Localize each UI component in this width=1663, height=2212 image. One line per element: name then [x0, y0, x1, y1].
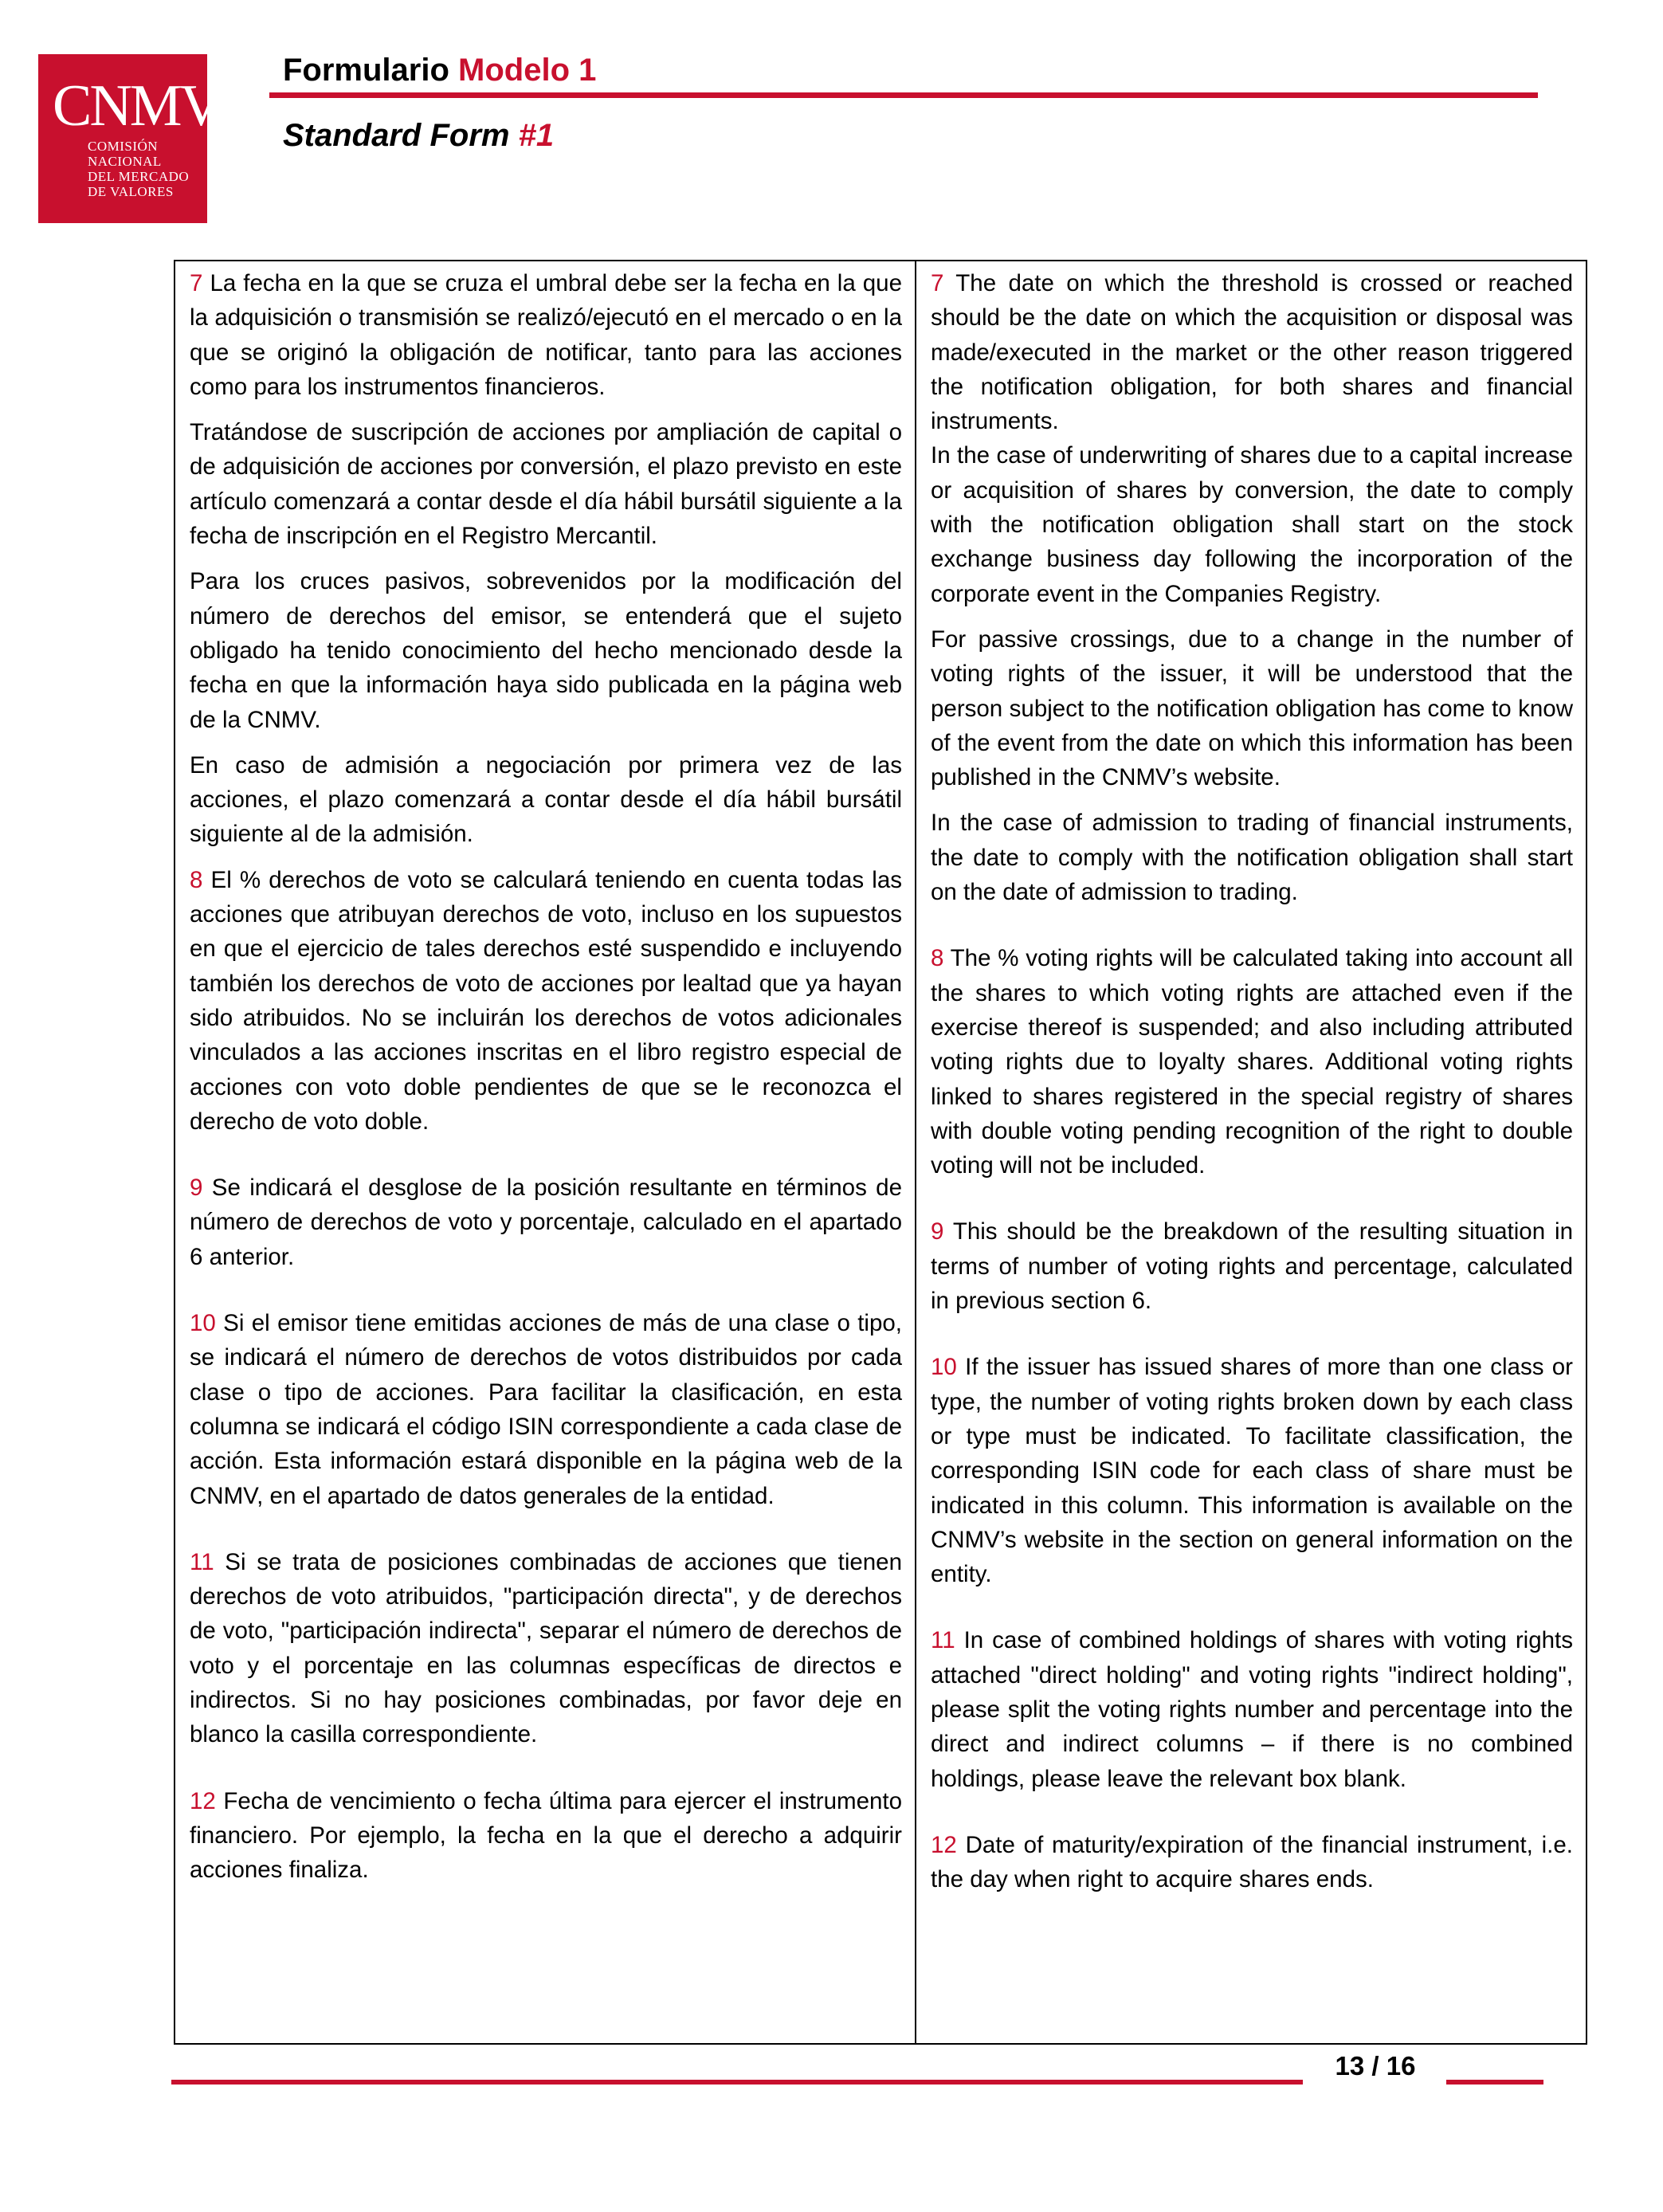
note-12	[931, 1828, 1573, 1897]
footer-divider-right	[1446, 2080, 1543, 2085]
notes-table	[174, 260, 1587, 2045]
header-divider	[269, 92, 1538, 98]
note-10	[190, 1306, 902, 1513]
logo-fullname	[88, 139, 196, 199]
form-title-highlight: Modelo 1	[458, 53, 597, 88]
note-number: 8	[931, 945, 944, 972]
note-9	[931, 1214, 1573, 1318]
note-number: 9	[931, 1218, 944, 1245]
logo-line: DE VALORES	[88, 184, 174, 199]
note-number: 11	[190, 1548, 214, 1575]
form-subtitle	[283, 118, 554, 154]
note-text: This should be the breakdown of the resulting situation in terms of number of voting rights and percentage, calculated in previous section 6.	[931, 1218, 1573, 1315]
note-7	[931, 266, 1573, 438]
note-text: Fecha de vencimiento o fecha última para ejercer el instrumento financiero. Por ejemplo, la fecha en la que el derecho a adquirir acciones finaliza.	[190, 1787, 902, 1884]
note-7-paragraph: For passive crossings, due to a change in the number of voting rights of the issuer, it will be understood that the person subject to the notification obligation has come to know of the event from the date on which this information has been published in the CNMV’s website.	[931, 626, 1573, 791]
note-7-paragraph: Para los cruces pasivos, sobrevenidos por la modificación del número de derechos del emisor, se entenderá que el sujeto obligado ha tenido conocimiento del hecho mencionado desde la fecha en que la información haya sido publicada en la página web de la CNMV.	[190, 568, 902, 733]
note-number: 9	[190, 1175, 203, 1202]
footer-divider-left	[171, 2080, 1303, 2085]
note-12	[190, 1784, 902, 1888]
logo-acronym: CNMV	[53, 73, 221, 139]
note-8	[190, 863, 902, 1139]
note-8	[931, 941, 1573, 1182]
page-number: 13 / 16	[1335, 2051, 1416, 2081]
note-text: Si se trata de posiciones combinadas de acciones que tienen derechos de voto atribuidos, "participación directa", y de derechos de voto, "participación indirecta", separar el número de derechos de voto y el porcentaje en las columnas específicas de directos e indirectos. Si no hay posiciones combinadas, por favor deje en blanco la casilla correspondiente.	[190, 1548, 902, 1748]
form-subtitle-highlight: #1	[518, 118, 555, 153]
note-text: If the issuer has issued shares of more than one class or type, the number of voting rights broken down by each class or type must be indicated. To facilitate classification, the corresponding ISIN code for each class of share must be indicated in this column. This information is available on the CNMV’s website in the section on general information on the entity.	[931, 1354, 1573, 1588]
note-7	[190, 266, 902, 404]
note-text: Se indicará el desglose de la posición resultante en términos de número de derechos de voto y porcentaje, calculado en el apartado 6 anterior.	[190, 1175, 902, 1270]
note-number: 12	[931, 1831, 957, 1858]
english-notes-column	[916, 261, 1587, 2044]
note-number: 10	[190, 1310, 216, 1337]
spanish-notes-column	[175, 261, 916, 2044]
form-title-prefix: Formulario	[283, 53, 459, 88]
note-text: Date of maturity/expiration of the financial instrument, i.e. the day when right to acquire shares ends.	[931, 1831, 1573, 1893]
note-9	[190, 1171, 902, 1274]
note-text: In case of combined holdings of shares with voting rights attached "direct holding" and voting rights "indirect holding", please split the voting rights number and percentage into the direct and indirect columns – if there is no combined holdings, please leave the relevant box blank.	[931, 1627, 1573, 1792]
note-text: Si el emisor tiene emitidas acciones de más de una clase o tipo, se indicará el número de derechos de votos distribuidos por cada clase o tipo de acciones. Para facilitar la clasificación, en esta columna se indicará el código ISIN correspondiente a cada clase de acción. Esta información estará disponible en la página web de la CNMV, en el apartado de datos generales de la entidad.	[190, 1310, 902, 1509]
note-text: La fecha en la que se cruza el umbral debe ser la fecha en la que la adquisición o transmisión se realizó/ejecutó en el mercado o en la que se originó la obligación de notificar, tanto para las acciones como para los instrumentos financieros.	[190, 270, 902, 400]
note-11	[190, 1545, 902, 1752]
note-number: 11	[931, 1627, 955, 1654]
note-text: The % voting rights will be calculated taking into account all the shares to which voting rights are attached even if the exercise thereof is suspended; and also including attributed voting rights due to loyalty shares. Additional voting rights linked to shares registered in the special registry of shares with double voting pending recognition of the right to double voting will not be included.	[931, 945, 1573, 1179]
note-number: 10	[931, 1354, 957, 1381]
note-text: The date on which the threshold is crossed or reached should be the date on which the acquisition or disposal was made/executed in the market or the other reason triggered the notification obligation, for both shares and financial instruments.	[931, 270, 1573, 435]
form-subtitle-prefix: Standard Form	[283, 118, 519, 153]
note-text: El % derechos de voto se calculará teniendo en cuenta todas las acciones que atribuyan derechos de voto, incluso en los supuestos en que el ejercicio de tales derechos esté suspendido e incluyendo también los derechos de voto de acciones por lealtad que ya hayan sido atribuidos. No se incluirán los derechos de votos adicionales vinculados a las acciones inscritas en el libro registro especial de acciones con voto doble pendientes de que se le reconozca el derecho de voto doble.	[190, 866, 902, 1135]
note-7-paragraph: In the case of admission to trading of financial instruments, the date to comply with the notification obligation shall start on the date of admission to trading.	[931, 810, 1573, 906]
logo-line: NACIONAL	[88, 154, 162, 169]
note-11	[931, 1623, 1573, 1795]
note-10	[931, 1350, 1573, 1591]
note-number: 7	[931, 270, 944, 296]
note-7-paragraph: Tratándose de suscripción de acciones por ampliación de capital o de adquisición de acciones por conversión, el plazo previsto en este artículo comenzará a contar desde el día hábil bursátil siguiente a la fecha de inscripción en el Registro Mercantil.	[190, 419, 902, 550]
logo-line: COMISIÓN	[88, 139, 159, 154]
cnmv-logo	[38, 54, 221, 223]
note-number: 7	[190, 270, 203, 296]
form-title	[283, 53, 596, 88]
note-7-paragraph: En caso de admisión a negociación por primera vez de las acciones, el plazo comenzará a contar desde el día hábil bursátil siguiente al de la admisión.	[190, 751, 902, 848]
note-number: 8	[190, 866, 203, 893]
note-number: 12	[190, 1787, 216, 1814]
logo-line: DEL MERCADO	[88, 169, 190, 184]
note-7-paragraph: In the case of underwriting of shares due to a capital increase or acquisition of shares by conversion, the date to comply with the notification obligation shall start on the stock exchange business day following the incorporation of the corporate event in the Companies Registry.	[931, 442, 1573, 607]
